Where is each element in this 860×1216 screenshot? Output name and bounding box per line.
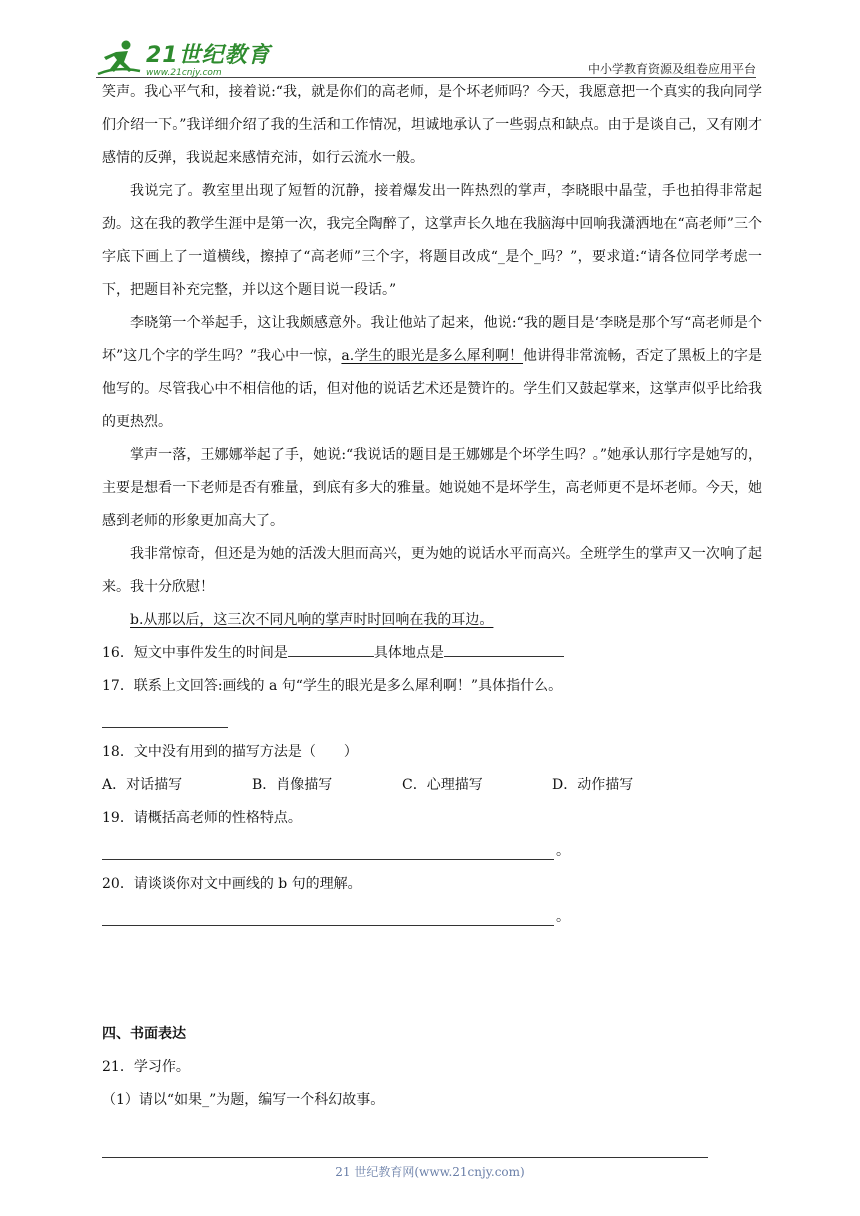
- passage-paragraph-2: 我说完了。教室里出现了短暂的沉静，接着爆发出一阵热烈的掌声，李晓眼中晶莹，手也拍得非常起劲。这在我的教学生涯中是第一次，我完全陶醉了，这掌声长久地在我脑海中回响我潇洒地在“高老师”三个字底下画上了一道横线，擦掉了“高老师”三个字，将题目改成“_是个_吗？”，要求道:“请各位同学考虑一下，把题目补充完整，并以这个题目说一段话。”: [102, 183, 762, 298]
- logo: [96, 34, 271, 78]
- section-4-title: 四、书面表达: [102, 1026, 186, 1042]
- header-platform-text: 中小学教育资源及组卷应用平台: [587, 62, 756, 76]
- q19-answer-line[interactable]: [102, 835, 762, 868]
- q18-option-b[interactable]: B．肖像描写: [252, 777, 333, 793]
- runner-logo-icon: [96, 38, 142, 78]
- page-footer: 21 世纪教育网(www.21cnjy.com): [335, 1165, 525, 1179]
- question-19: 19．请概括高老师的性格特点。: [102, 810, 302, 826]
- q19-end-mark: 。: [556, 843, 570, 859]
- logo-title: 21世纪教育: [146, 43, 271, 68]
- q16-text-b: 具体地点是: [373, 645, 444, 661]
- q18-options: [102, 769, 762, 802]
- question-16: [102, 637, 762, 670]
- footer-divider: [102, 1157, 708, 1158]
- question-21: 21．学习作。: [102, 1059, 190, 1075]
- main-content: [102, 76, 762, 1117]
- q16-time-blank[interactable]: [288, 642, 374, 657]
- q20-answer-line[interactable]: [102, 901, 762, 934]
- passage-paragraph-6: [102, 604, 762, 637]
- p3-text-after: 他讲得非常流畅，否定了黑板上的字是他写的。尽管我心中不相信他的话，但对他的说话艺术还是赞许的。学生们又鼓起掌来，这掌声似乎比给我的更热烈。: [102, 348, 762, 430]
- question-21-1: （1）请以“如果_”为题，编写一个科幻故事。: [102, 1092, 385, 1108]
- question-18: 18．文中没有用到的描写方法是（ ）: [102, 744, 358, 760]
- q20-end-mark: 。: [556, 909, 570, 925]
- question-17: 17．联系上文回答:画线的 a 句“学生的眼光是多么犀利啊！”具体指什么。: [102, 678, 563, 694]
- page-header: [96, 34, 756, 78]
- q16-place-blank[interactable]: [444, 642, 564, 657]
- passage-paragraph-4: 掌声一落，王娜娜举起了手，她说:“我说话的题目是王娜娜是个坏学生吗？。”她承认那行字是她写的，主要是想看一下老师是否有雅量，到底有多大的雅量。她说她不是坏学生，高老师更不是坏老师。今天，她感到老师的形象更加高大了。: [102, 447, 762, 529]
- q16-text-a: 16．短文中事件发生的时间是: [102, 645, 288, 661]
- q18-option-d[interactable]: D．动作描写: [552, 777, 634, 793]
- passage-paragraph-5: 我非常惊奇，但还是为她的活泼大胆而高兴，更为她的说话水平而高兴。全班学生的掌声又一次响了起来。我十分欣慰！: [102, 546, 762, 595]
- q17-answer-line[interactable]: [102, 703, 762, 736]
- p3-text-before: 李晓第一个举起手，这让我颇感意外。我让他站了起来，他说:“我的题目是‘李晓是那个写“高老师是个坏”这几个字的学生吗？”我心中一惊，: [102, 315, 762, 364]
- question-20: 20．请谈谈你对文中画线的 b 句的理解。: [102, 876, 362, 892]
- logo-url: www.21cnjy.com: [146, 68, 222, 78]
- underlined-sentence-b: b.从那以后，这三次不同凡响的掌声时时回响在我的耳边。: [130, 612, 494, 628]
- underlined-sentence-a: a.学生的眼光是多么犀利啊！: [341, 348, 524, 364]
- passage-paragraph-3: [102, 307, 762, 439]
- passage-paragraph-1: 笑声。我心平气和，接着说:“我，就是你们的高老师，是个坏老师吗？今天，我愿意把一个真实的我向同学们介绍一下。”我详细介绍了我的生活和工作情况，坦诚地承认了一些弱点和缺点。由于是谈自己，又有刚才感情的反弹，我说起来感情充沛，如行云流水一般。: [102, 84, 762, 166]
- q18-option-c[interactable]: C．心理描写: [402, 777, 483, 793]
- q18-option-a[interactable]: A．对话描写: [102, 777, 183, 793]
